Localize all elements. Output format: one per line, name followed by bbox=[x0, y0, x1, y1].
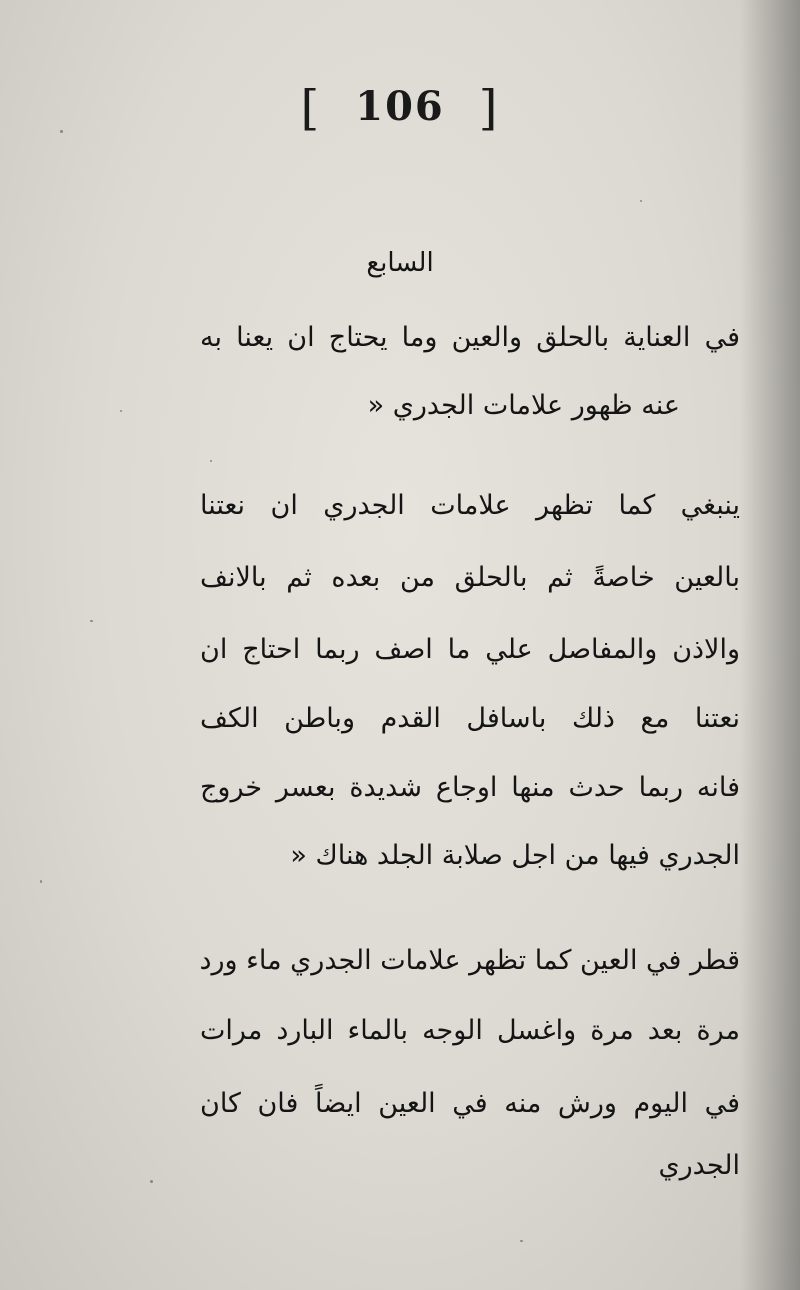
paper-speck bbox=[210, 460, 212, 462]
paper-speck bbox=[640, 200, 642, 202]
paragraph-2-line-4: الجدري bbox=[658, 1150, 740, 1181]
paragraph-1-line-3: والاذن والمفاصل علي ما اصف ربما احتاج ان bbox=[200, 634, 740, 665]
paragraph-1-line-4: نعتنا مع ذلك باسافل القدم وباطن الكف bbox=[200, 703, 740, 734]
page-header bbox=[0, 80, 800, 136]
paper-speck bbox=[120, 410, 122, 412]
page-number: 106 bbox=[355, 83, 445, 130]
paragraph-2-line-3: في اليوم ورش منه في العين ايضاً فان كان bbox=[200, 1088, 740, 1119]
paragraph-2-line-1: قطر في العين كما تظهر علامات الجدري ماء ورد bbox=[199, 945, 740, 976]
paper-speck bbox=[40, 880, 42, 883]
right-bracket: ] bbox=[478, 80, 500, 136]
chapter-title: السابع bbox=[366, 248, 434, 278]
left-bracket: [ bbox=[300, 80, 322, 136]
paper-speck bbox=[90, 620, 93, 622]
paragraph-2-line-2: مرة بعد مرة واغسل الوجه بالماء البارد مرات bbox=[200, 1015, 740, 1046]
paragraph-1-line-6: الجدري فيها من اجل صلابة الجلد هناك « bbox=[290, 840, 740, 871]
heading-line-1: في العناية بالحلق والعين وما يحتاج ان يعنا به bbox=[200, 322, 740, 353]
paragraph-1-line-5: فانه ربما حدث منها اوجاع شديدة بعسر خروج bbox=[200, 772, 740, 803]
heading-line-2: عنه ظهور علامات الجدري « bbox=[367, 390, 680, 421]
paper-speck bbox=[520, 1240, 523, 1242]
paragraph-1-line-2: بالعين خاصةً ثم بالحلق من بعده ثم بالانف bbox=[200, 562, 740, 593]
paragraph-1-line-1: ينبغي كما تظهر علامات الجدري ان نعتنا bbox=[200, 490, 740, 521]
paper-speck bbox=[150, 1180, 153, 1183]
paper-speck bbox=[60, 130, 63, 133]
